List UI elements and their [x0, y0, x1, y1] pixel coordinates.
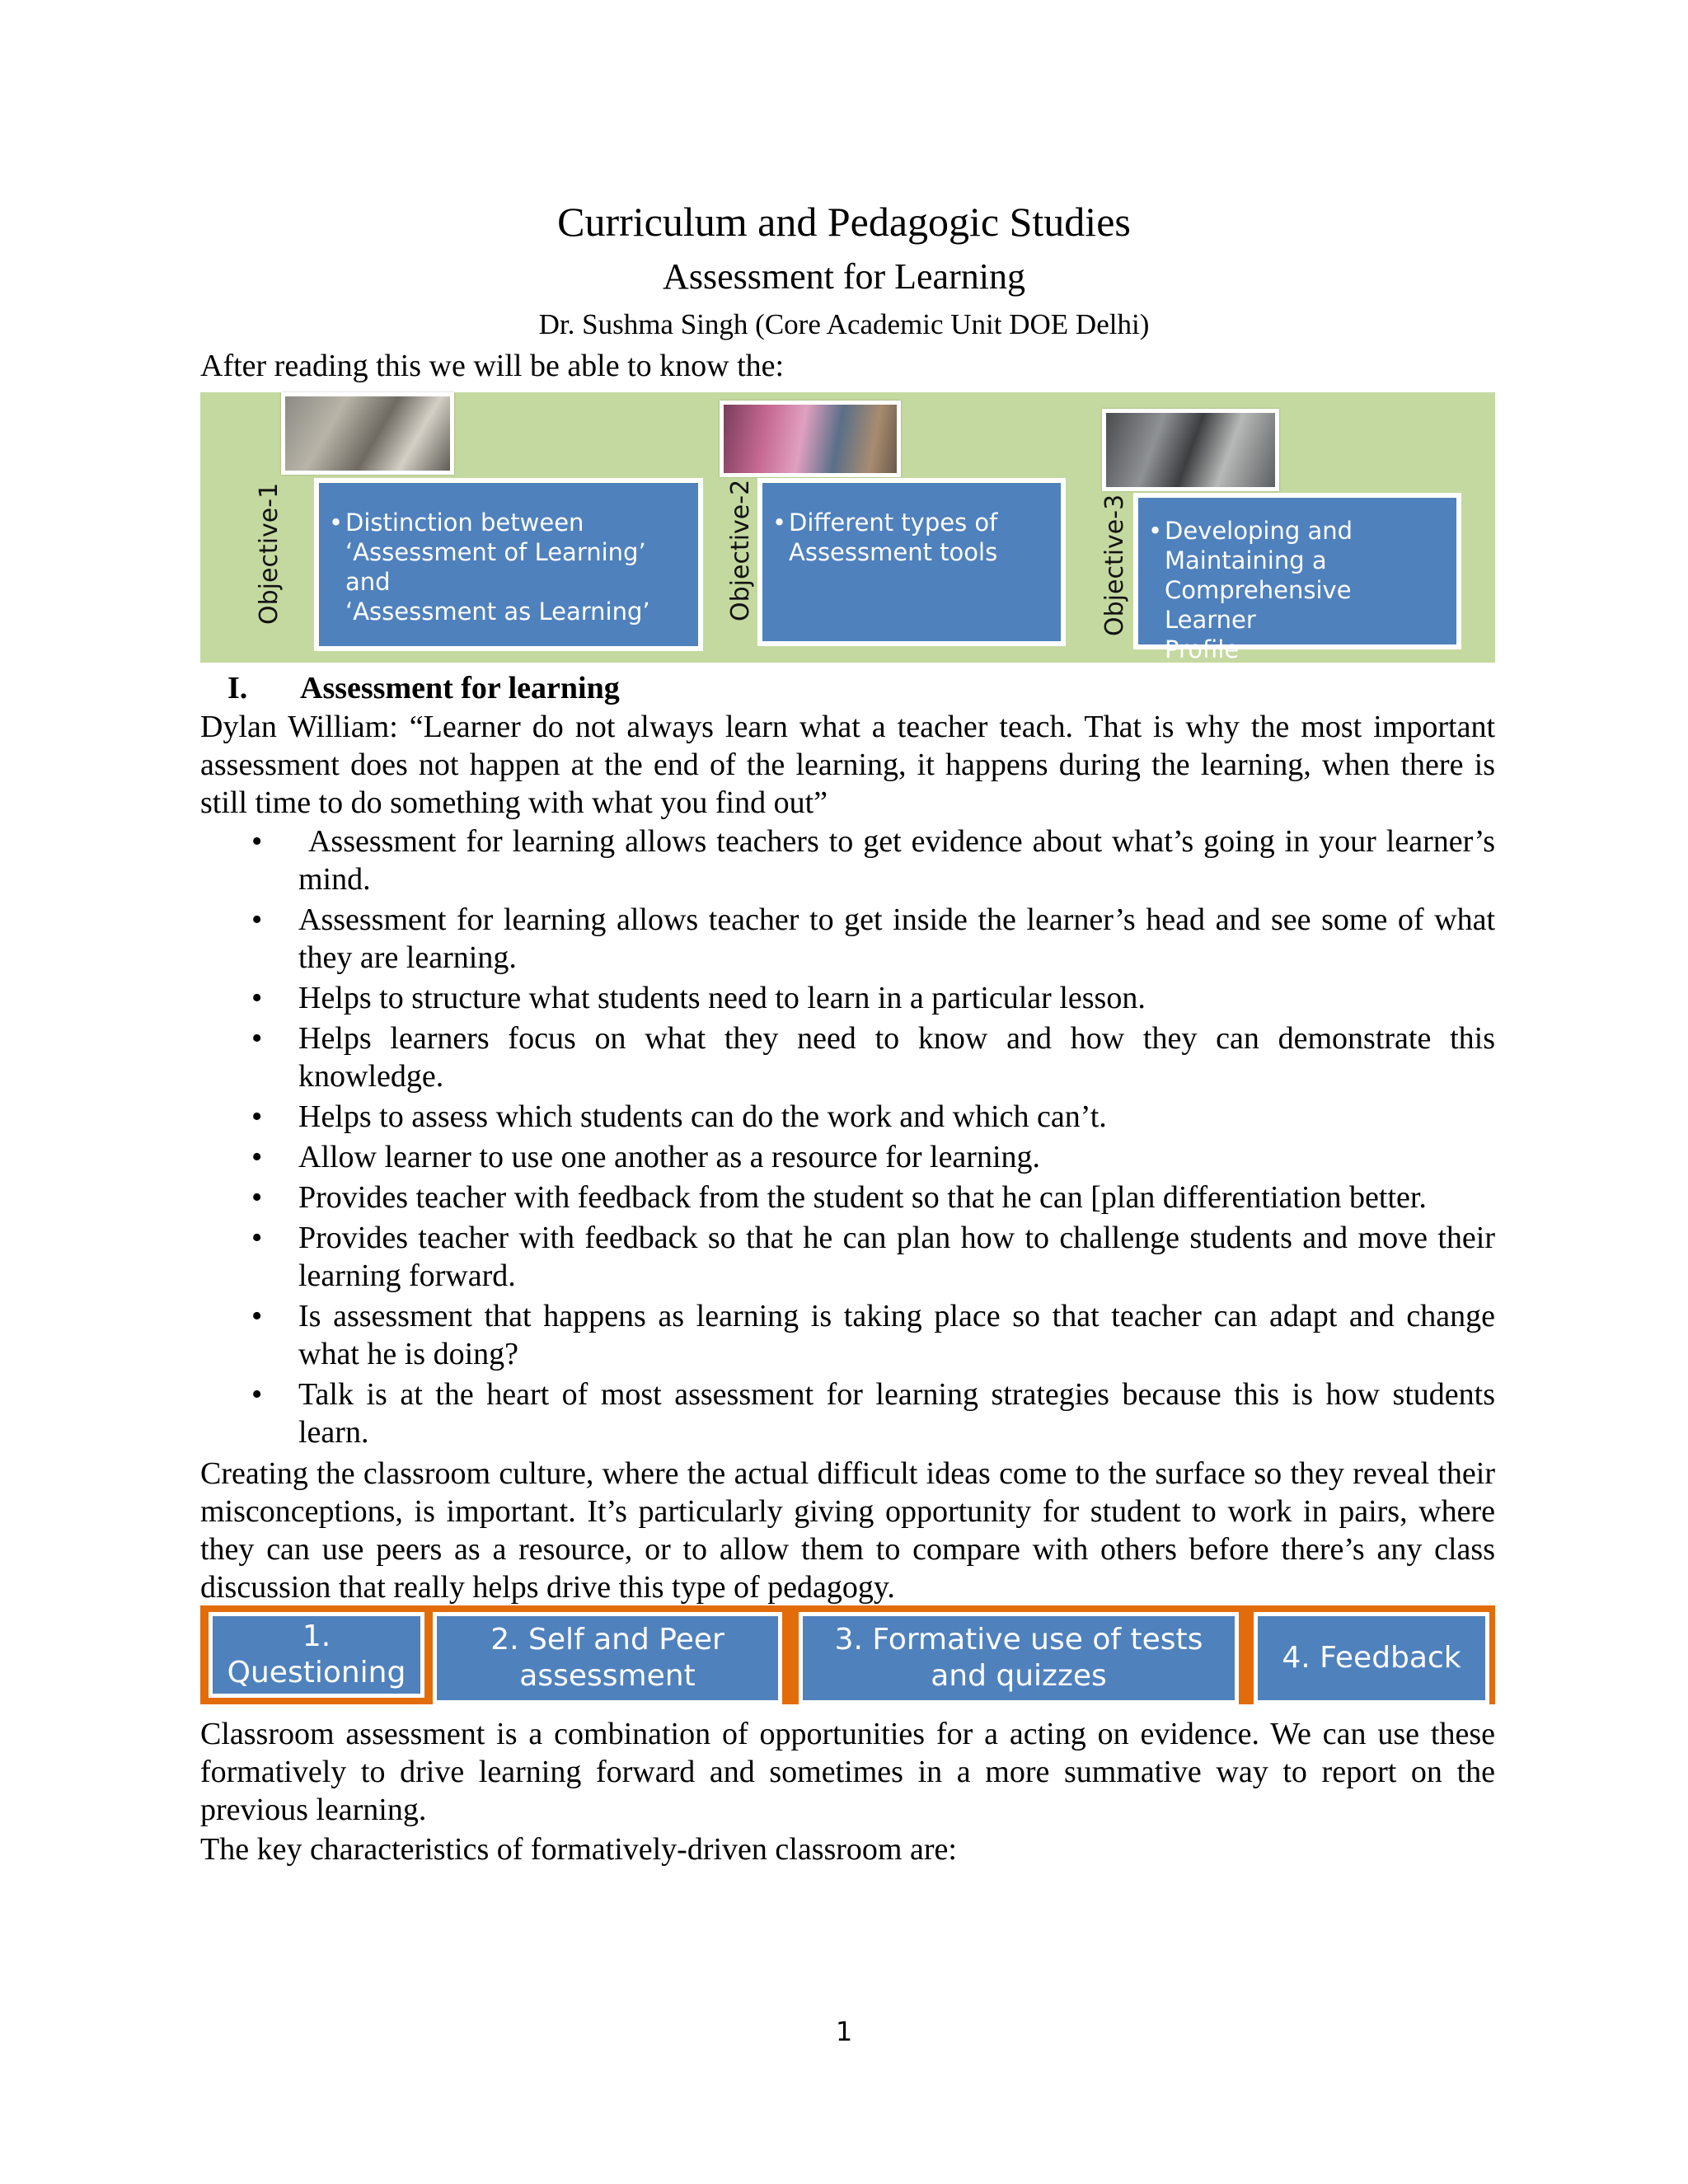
list-item	[200, 979, 1495, 1017]
list-item-text: Allow learner to use one another as a resource for learning.	[298, 1140, 1041, 1174]
list-item-text: Talk is at the heart of most assessment for learning strategies because this is how students learn.	[298, 1377, 1495, 1450]
objective-3-label: Objective-3	[1100, 494, 1129, 636]
list-item-text: Assessment for learning allows teachers to get evidence about what’s going in your learner’s mind.	[298, 824, 1503, 897]
objective-1-line: ‘Assessment of Learning’ and	[345, 538, 646, 596]
classroom-photo-1	[281, 392, 454, 475]
list-item-text: Provides teacher with feedback from the student so that he can [plan differentiation better.	[298, 1180, 1427, 1215]
strategies-banner	[200, 1605, 1495, 1704]
list-item-text: Helps to structure what students need to learn in a particular lesson.	[298, 981, 1146, 1015]
bullet-icon: •	[251, 824, 263, 859]
list-item	[200, 1019, 1495, 1095]
objective-1-line: ‘Assessment as Learning’	[345, 598, 650, 626]
document-title: Curriculum and Pedagogic Studies	[557, 199, 1131, 245]
page-number: 1	[835, 2016, 853, 2047]
objective-2-label: Objective-2	[726, 479, 755, 621]
objective-1-box	[314, 478, 703, 651]
objective-3-box	[1133, 493, 1461, 663]
list-item	[200, 1179, 1495, 1216]
bullet-list	[200, 823, 1503, 1454]
list-item-text: Assessment for learning allows teacher to get inside the learner’s head and see some of what they are learning.	[298, 902, 1495, 975]
list-item	[200, 1098, 1495, 1136]
bullet-icon: •	[251, 1099, 263, 1134]
list-item	[200, 1138, 1495, 1176]
document-subtitle: Assessment for Learning	[663, 256, 1025, 297]
bullet-icon: •	[251, 1299, 263, 1333]
classroom-photo-3	[1102, 409, 1279, 491]
bullet-icon: •	[251, 1377, 263, 1412]
quote-paragraph: Dylan William: “Learner do not always learn what a teacher teach. That is why the most important assessment does not happen at the end of the learning, it happens during the learning, when there is still time to do something with what you find out”	[200, 710, 1495, 820]
list-item	[200, 823, 1503, 898]
objective-3-line: Developing and	[1165, 517, 1353, 545]
objective-2-line: Different types of	[789, 509, 998, 537]
list-item-text: Is assessment that happens as learning is taking place so that teacher can adapt and change what he is doing?	[298, 1299, 1495, 1371]
objectives-banner	[200, 392, 1495, 663]
list-item-text: Provides teacher with feedback so that he can plan how to challenge students and move their learning forward.	[298, 1221, 1495, 1293]
objective-1-label: Objective-1	[255, 482, 284, 625]
strategy-self-peer-assessment: 2. Self and Peer assessment	[433, 1612, 782, 1704]
author-line: Dr. Sushma Singh (Core Academic Unit DOE Delhi)	[538, 308, 1150, 340]
intro-line: After reading this we will be able to know the:	[200, 349, 785, 383]
classroom-assessment-paragraph: Classroom assessment is a combination of opportunities for a acting on evidence. We can use these formatively to drive learning forward and sometimes in a more summative way to report on the previous learning.	[200, 1717, 1495, 1827]
key-characteristics-line: The key characteristics of formatively-driven classroom are:	[200, 1832, 957, 1867]
bullet-icon: •	[251, 1140, 263, 1174]
strategy-feedback: 4. Feedback	[1254, 1612, 1489, 1704]
classroom-photo-2	[720, 401, 901, 477]
classroom-culture-paragraph: Creating the classroom culture, where the actual difficult ideas come to the surface so they reveal their misconceptions, is important. It’s particularly giving opportunity for student to work in pairs, where they can use peers as a resource, or to allow them to compare with others before there’s any class discussion that really helps drive this type of pedagogy.	[200, 1456, 1495, 1605]
objective-bullet: •	[772, 509, 787, 537]
section-heading: Assessment for learning	[300, 671, 620, 705]
list-item	[200, 901, 1495, 977]
list-item-text: Helps learners focus on what they need to know and how they can demonstrate this knowledge.	[298, 1021, 1495, 1094]
objective-3-line: Maintaining a	[1165, 546, 1327, 574]
bullet-icon: •	[251, 1021, 263, 1056]
bullet-icon: •	[251, 981, 263, 1015]
objective-1-line: Distinction between	[345, 509, 584, 537]
list-item	[200, 1297, 1495, 1373]
bullet-icon: •	[251, 1221, 263, 1255]
objective-2-line: Assessment tools	[789, 538, 998, 566]
strategy-formative-tests: 3. Formative use of tests and quizzes	[799, 1612, 1239, 1704]
section-number: I.	[227, 671, 248, 705]
bullet-icon: •	[251, 902, 263, 937]
strategy-questioning: 1. Questioning	[209, 1612, 424, 1698]
list-item-text: Helps to assess which students can do the work and which can’t.	[298, 1099, 1107, 1134]
list-item	[200, 1376, 1495, 1451]
objective-2-box	[757, 478, 1066, 646]
objective-3-line: Profile	[1165, 635, 1240, 663]
objective-bullet: •	[1148, 517, 1163, 545]
list-item	[200, 1219, 1495, 1295]
objective-3-line: Comprehensive Learner	[1165, 576, 1352, 634]
bullet-icon: •	[251, 1180, 263, 1215]
objective-bullet: •	[329, 509, 344, 537]
